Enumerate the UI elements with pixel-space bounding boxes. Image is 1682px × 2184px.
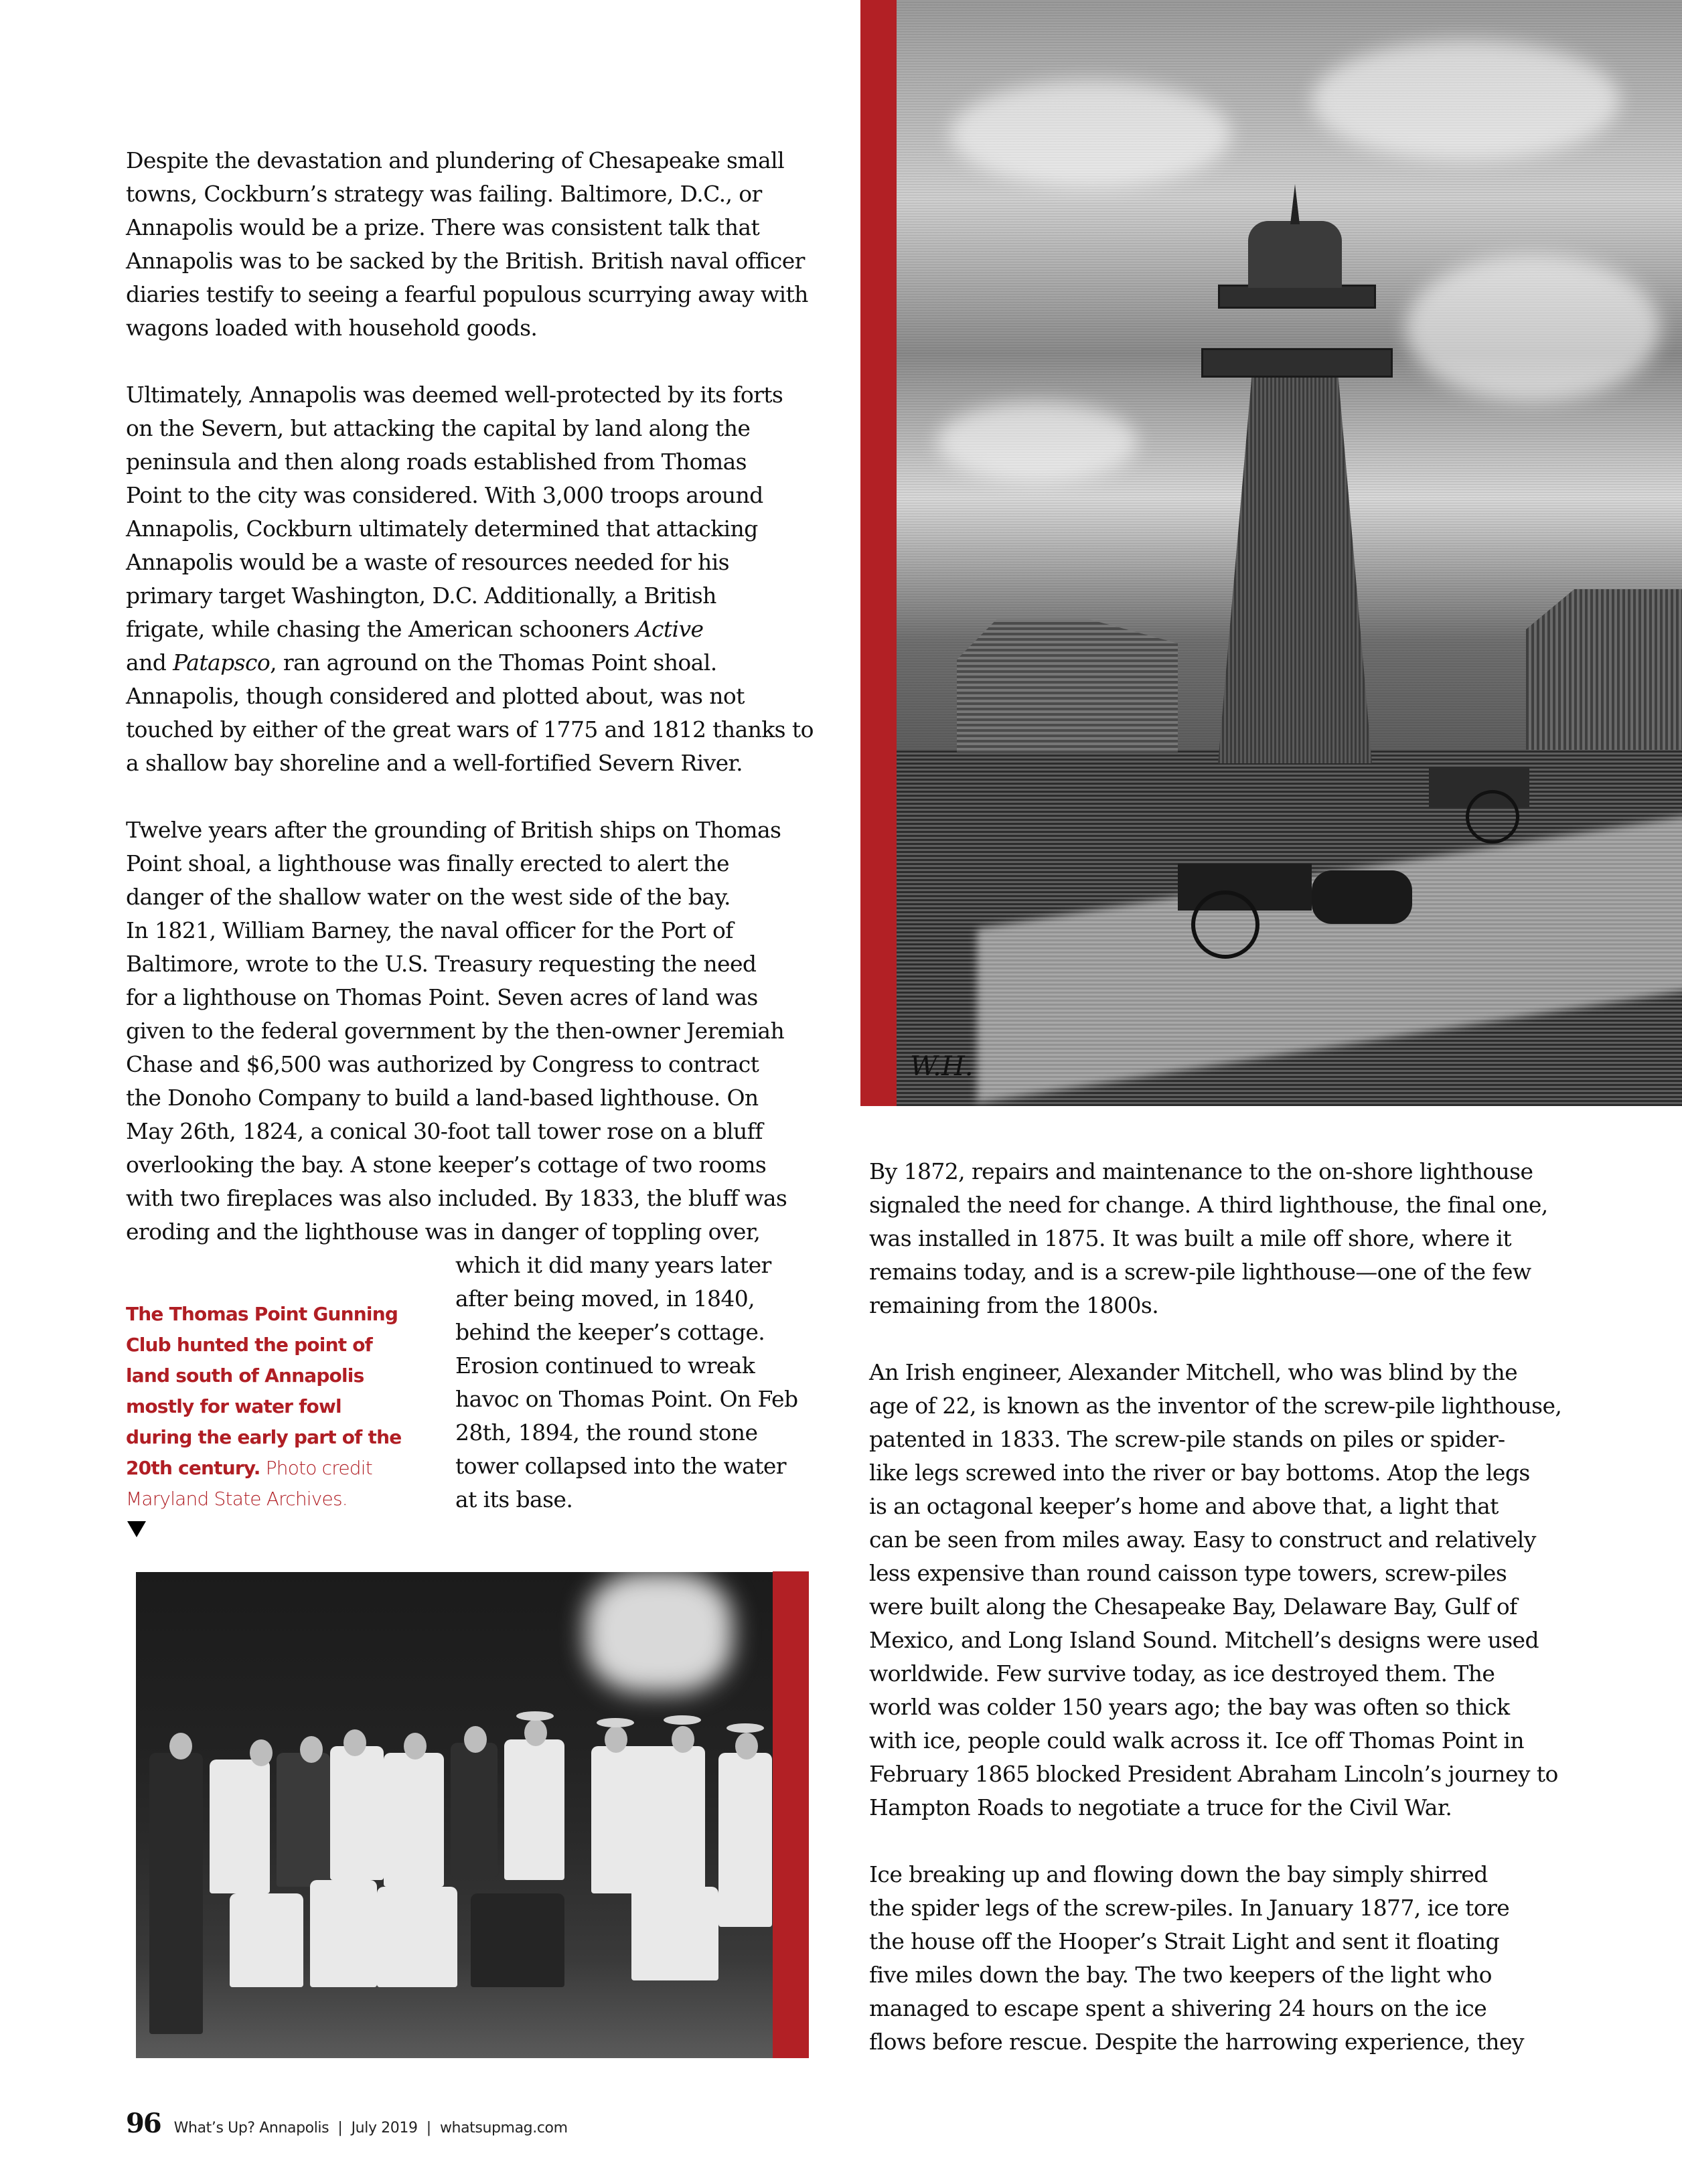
caption-line: [126, 1453, 407, 1484]
text-line: a shallow bay shoreline and a well-fortified Severn River.: [126, 750, 743, 776]
paragraph: [869, 1155, 1579, 1322]
publication-name: What’s Up? Annapolis: [173, 2120, 329, 2136]
footer-separator: |: [337, 2120, 343, 2136]
text-line: danger of the shallow water on the west side of the bay.: [126, 884, 731, 910]
lighthouse-gallery: [1201, 348, 1393, 378]
text-line: was installed in 1875. It was built a mile off shore, where it: [869, 1225, 1512, 1251]
text-line: were built along the Chesapeake Bay, Delaware Bay, Gulf of: [869, 1593, 1517, 1620]
text-line: the spider legs of the screw-piles. In January 1877, ice tore: [869, 1895, 1510, 1921]
text-line: given to the federal government by the then-owner Jeremiah: [126, 1018, 785, 1044]
text-line: Erosion continued to wreak: [455, 1352, 755, 1379]
paragraph: [126, 378, 816, 780]
text-line: world was colder 150 years ago; the bay was often so thick: [869, 1694, 1510, 1720]
text-line: [126, 613, 816, 646]
footer-meta: [174, 2120, 568, 2136]
text-line: wagons loaded with household goods.: [126, 315, 538, 341]
caption-text: 20th century.: [126, 1457, 260, 1479]
text-line: Chase and $6,500 was authorized by Congress to contract: [126, 1051, 759, 1077]
text-line: remains today, and is a screw-pile lighthouse—one of the few: [869, 1259, 1531, 1285]
text-line: five miles down the bay. The two keepers of the light who: [869, 1962, 1492, 1988]
text-line: with two fireplaces was also included. By 1833, the bluff was: [126, 1185, 787, 1211]
caption-line: The Thomas Point Gunning: [126, 1303, 398, 1325]
text-line: havoc on Thomas Point. On Feb: [455, 1386, 798, 1412]
ship-name-italic: Patapsco: [173, 649, 271, 676]
cart-wheel-2: [1466, 790, 1519, 844]
text-line: signaled the need for change. A third lighthouse, the final one,: [869, 1192, 1548, 1218]
website-link[interactable]: whatsupmag.com: [439, 2120, 568, 2136]
paragraph: [126, 144, 816, 345]
text-line: Hampton Roads to negotiate a truce for the Civil War.: [869, 1794, 1452, 1820]
caption-line: land south of Annapolis: [126, 1364, 364, 1387]
text-line: By 1872, repairs and maintenance to the on-shore lighthouse: [869, 1158, 1533, 1184]
text-line: overlooking the bay. A stone keeper’s cottage of two rooms: [126, 1152, 767, 1178]
paragraph: [869, 1356, 1579, 1824]
text-line: Twelve years after the grounding of British ships on Thomas: [126, 817, 781, 843]
article-right-column: [869, 1155, 1579, 2059]
text-line: An Irish engineer, Alexander Mitchell, who was blind by the: [869, 1359, 1518, 1385]
text-line: Despite the devastation and plundering of Chesapeake small: [126, 147, 785, 173]
text-line: Annapolis would be a prize. There was consistent talk that: [126, 214, 760, 240]
text-line: In 1821, William Barney, the naval officer for the Port of: [126, 917, 733, 943]
text-line: is an octagonal keeper’s home and above that, a light that: [869, 1493, 1499, 1519]
text-line: remaining from the 1800s.: [869, 1292, 1159, 1318]
text-line: Baltimore, wrote to the U.S. Treasury requesting the need: [126, 951, 757, 977]
text-line: flows before rescue. Despite the harrowing experience, they: [869, 2029, 1524, 2055]
text-line: like legs screwed into the river or bay bottoms. Atop the legs: [869, 1460, 1530, 1486]
text-line: can be seen from miles away. Easy to construct and relatively: [869, 1527, 1536, 1553]
text-line: which it did many years later: [455, 1252, 771, 1278]
photo-credit: Photo credit: [260, 1457, 372, 1479]
text-line: for a lighthouse on Thomas Point. Seven acres of land was: [126, 984, 758, 1010]
page-number: 96: [126, 2108, 161, 2139]
article-inset-column: [455, 1249, 817, 1516]
lighthouse-spire: [1290, 184, 1300, 224]
article-left-column: [126, 144, 816, 1249]
text-line: worldwide. Few survive today, as ice destroyed them. The: [869, 1660, 1495, 1687]
text-line: age of 22, is known as the inventor of the screw-pile lighthouse,: [869, 1393, 1562, 1419]
text-line: after being moved, in 1840,: [455, 1285, 755, 1312]
text-line: behind the keeper’s cottage.: [455, 1319, 765, 1345]
text-line: 28th, 1894, the round stone: [455, 1419, 758, 1446]
text-line: managed to escape spent a shivering 24 hours on the ice: [869, 1995, 1487, 2021]
accent-bar-top: [860, 0, 897, 1106]
lighthouse-lantern: [1248, 221, 1342, 288]
text-line: with ice, people could walk across it. Ice off Thomas Point in: [869, 1727, 1525, 1753]
outbuilding: [1526, 589, 1682, 750]
issue-date: July 2019: [351, 2120, 418, 2136]
text-line: Ice breaking up and flowing down the bay simply shirred: [869, 1861, 1488, 1887]
text-line: the house off the Hooper’s Strait Light and sent it floating: [869, 1928, 1500, 1954]
text-segment: and: [126, 649, 173, 676]
photo-caption: [126, 1299, 407, 1514]
cart-wheel: [1191, 890, 1259, 959]
ship-name-italic: Active: [635, 616, 704, 642]
text-line: Point shoal, a lighthouse was finally erected to alert the: [126, 850, 729, 876]
text-line: Mexico, and Long Island Sound. Mitchell’s designs were used: [869, 1627, 1539, 1653]
text-line: diaries testify to seeing a fearful populous scurrying away with: [126, 281, 808, 307]
caption-line: Club hunted the point of: [126, 1334, 373, 1356]
text-line: touched by either of the great wars of 1775 and 1812 thanks to: [126, 716, 814, 743]
text-line: Annapolis, though considered and plotted about, was not: [126, 683, 745, 709]
horse: [1312, 870, 1412, 924]
down-triangle-icon: [127, 1521, 146, 1537]
lighthouse-engraving-image: [897, 0, 1682, 1106]
text-segment: , ran aground on the Thomas Point shoal.: [270, 649, 717, 676]
lighthouse-upper-gallery: [1218, 285, 1376, 309]
page-footer: [126, 2108, 568, 2139]
text-line: less expensive than round caisson type towers, screw-piles: [869, 1560, 1507, 1586]
text-line: Ultimately, Annapolis was deemed well-protected by its forts: [126, 382, 783, 408]
photo-credit-source: Maryland State Archives.: [126, 1488, 348, 1510]
text-line: February 1865 blocked President Abraham Lincoln’s journey to: [869, 1761, 1558, 1787]
text-line: the Donoho Company to build a land-based lighthouse. On: [126, 1085, 759, 1111]
text-line: patented in 1833. The screw-pile stands on piles or spider-: [869, 1426, 1505, 1452]
lighthouse-tower: [1218, 375, 1372, 763]
text-line: towns, Cockburn’s strategy was failing. Baltimore, D.C., or: [126, 181, 762, 207]
paragraph: [126, 813, 816, 1249]
text-line: tower collapsed into the water: [455, 1453, 786, 1479]
keeper-cottage: [957, 619, 1178, 753]
caption-line: mostly for water fowl: [126, 1395, 341, 1417]
text-line: Annapolis, Cockburn ultimately determined that attacking: [126, 516, 758, 542]
text-line: Annapolis would be a waste of resources needed for his: [126, 549, 729, 575]
paragraph: [869, 1858, 1579, 2059]
text-line: peninsula and then along roads established from Thomas: [126, 449, 747, 475]
gunning-club-group-photo: [136, 1572, 773, 2058]
text-line: Annapolis was to be sacked by the British. British naval officer: [126, 248, 805, 274]
engraver-signature: W.H.: [910, 1051, 974, 1082]
text-line: on the Severn, but attacking the capital by land along the: [126, 415, 751, 441]
text-line: primary target Washington, D.C. Additionally, a British: [126, 582, 716, 609]
footer-separator: |: [426, 2120, 431, 2136]
accent-bar-bottom: [773, 1571, 809, 2058]
text-line: Point to the city was considered. With 3,000 troops around: [126, 482, 763, 508]
caption-line: during the early part of the: [126, 1426, 402, 1448]
text-line: [126, 646, 816, 680]
text-line: eroding and the lighthouse was in danger of toppling over,: [126, 1219, 761, 1245]
text-segment: frigate, while chasing the American schooners: [126, 616, 636, 642]
text-line: at its base.: [455, 1486, 573, 1512]
text-line: May 26th, 1824, a conical 30-foot tall tower rose on a bluff: [126, 1118, 763, 1144]
